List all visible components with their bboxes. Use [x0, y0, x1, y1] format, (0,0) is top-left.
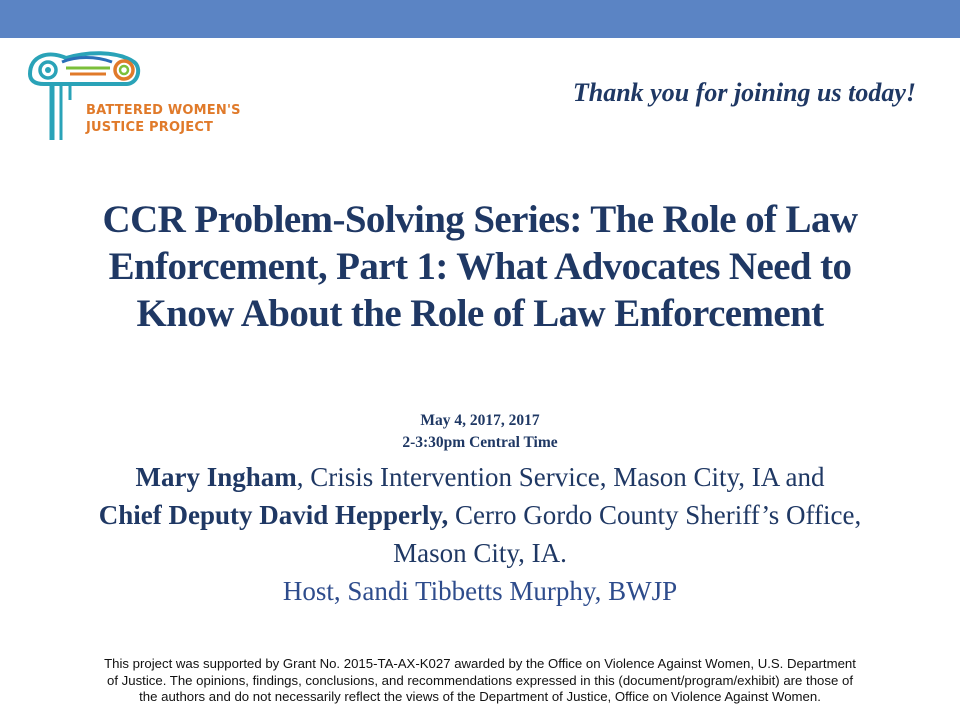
thank-you-message: Thank you for joining us today!: [572, 78, 916, 107]
speaker-2-location: Mason City, IA.: [393, 538, 567, 568]
speaker-1-name: Mary Ingham: [135, 462, 297, 492]
speaker-1-affiliation: , Crisis Intervention Service, Mason City, IA and: [296, 462, 825, 492]
host-line: Host, Sandi Tibbetts Murphy, BWJP: [282, 576, 678, 606]
disclaimer-line-3: the authors and do not necessarily reflect the views of the Department of Justice, Office on Violence Against Women.: [139, 689, 821, 704]
event-time: 2-3:30pm Central Time: [402, 434, 558, 451]
grant-disclaimer: [10, 656, 950, 706]
event-date: May 4, 2017, 2017: [420, 412, 540, 429]
logo-text-line1: BATTERED WOMEN'S: [86, 103, 241, 118]
bwjp-logo: [26, 44, 256, 144]
top-banner-bar: [0, 0, 960, 38]
title-line-3: Know About the Role of Law Enforcement: [136, 292, 824, 335]
speaker-2-name: Chief Deputy David Hepperly,: [98, 500, 449, 530]
event-datetime: [0, 410, 960, 454]
logo-text-line2: JUSTICE PROJECT: [86, 120, 214, 135]
disclaimer-line-1: This project was supported by Grant No. 2015-TA-AX-K027 awarded by the Office on Violence Against Women, U.S. Department: [104, 656, 856, 671]
disclaimer-line-2: of Justice. The opinions, findings, conclusions, and recommendations expressed in this (document/program/exhibit) are those of: [107, 672, 853, 688]
title-line-1: CCR Problem-Solving Series: The Role of Law: [102, 198, 858, 241]
presentation-title: [10, 196, 950, 337]
speaker-2-affiliation: Cerro Gordo County Sheriff’s Office,: [448, 500, 862, 530]
speaker-1: [0, 458, 960, 496]
title-line-2: Enforcement, Part 1: What Advocates Need to: [108, 245, 852, 288]
speakers-block: [0, 458, 960, 610]
speaker-2: [0, 496, 960, 534]
